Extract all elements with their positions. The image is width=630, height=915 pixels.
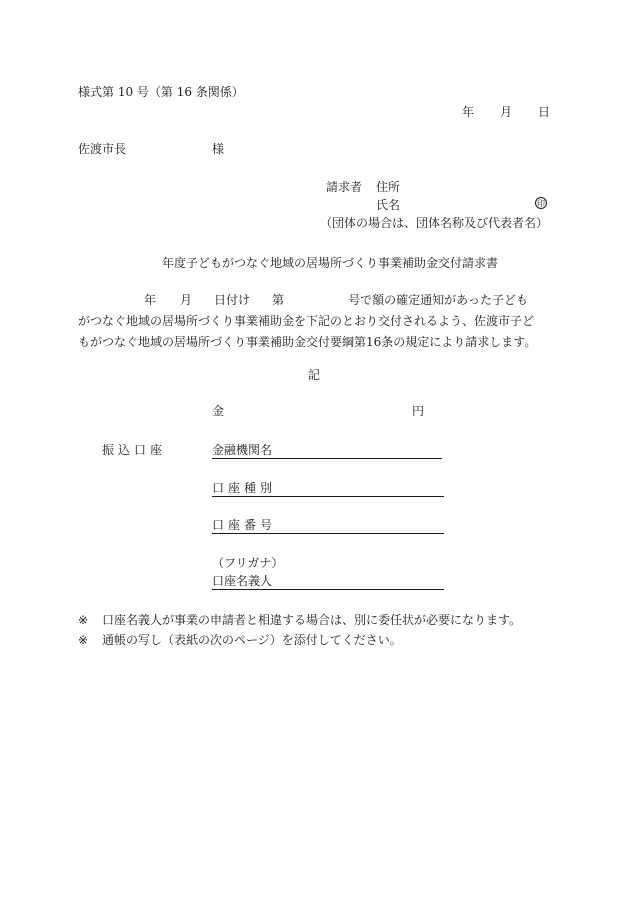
amount-label: 金 [212,404,225,418]
date-year-label: 年 [462,105,475,119]
body-line-2: がつなぐ地域の居場所づくり事業補助金を下記のとおり交付されるよう、佐渡市子ど [78,314,535,328]
body-number-prefix: 第 [272,293,285,307]
note-2-mark: ※ [78,633,89,647]
addressee-name: 佐渡市長 [78,142,127,156]
amount-unit: 円 [412,404,425,418]
body-paragraph [78,290,558,353]
body-line-3: もがつなぐ地域の居場所づくり事業補助金交付要綱第16条の規定により請求します。 [78,335,537,349]
body-month-label: 月 [180,293,193,307]
form-number: 様式第 10 号（第 16 条関係） [78,85,244,99]
account-holder-label: 口座名義人 [212,574,273,588]
account-holder-underline [212,589,444,590]
document-title: 年度子どもがつなぐ地域の居場所づくり事業補助金交付請求書 [162,256,499,270]
body-date-suffix: 日付け [214,293,251,307]
account-number-label: 口座番号 [212,518,277,532]
bank-institution-label: 金融機関名 [212,443,273,457]
furigana-label: （フリガナ） [212,556,284,570]
account-number-underline [212,533,444,534]
address-label: 住所 [376,180,401,194]
bank-institution-underline [212,458,442,459]
seal-mark: 印 [537,199,545,208]
account-type-label: 口座種別 [212,481,277,495]
bank-section-label: 振込口座 [102,443,167,457]
group-note: （団体の場合は、団体名称及び代表者名） [320,216,549,230]
body-line-1-rest: 号で額の確定通知があった子ども [348,293,528,307]
account-type-underline [212,496,444,497]
note-1-mark: ※ [78,613,89,627]
date-day-label: 日 [538,105,551,119]
date-month-label: 月 [500,105,513,119]
body-year-label: 年 [144,293,157,307]
note-1: 口座名義人が事業の申請者と相違する場合は、別に委任状が必要になります。 [102,613,522,627]
note-2: 通帳の写し（表紙の次のページ）を添付してください。 [102,633,402,647]
addressee-honorific: 様 [212,142,225,156]
name-label: 氏名 [376,198,401,212]
ki-heading: 記 [308,368,321,382]
claimant-label: 請求者 [326,180,363,194]
body-line-1 [78,290,558,311]
